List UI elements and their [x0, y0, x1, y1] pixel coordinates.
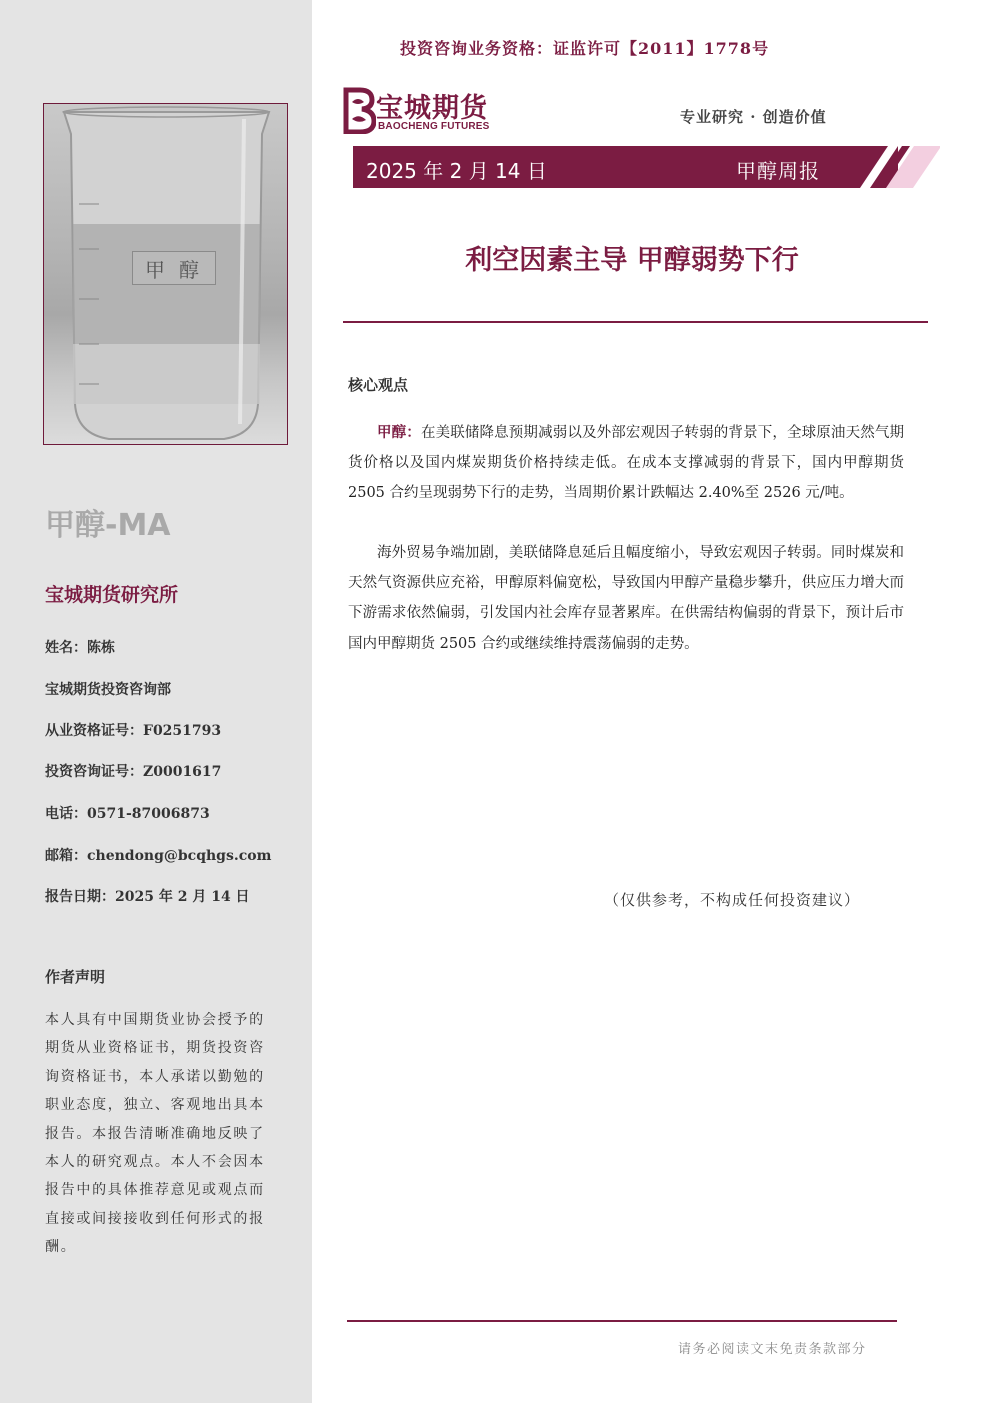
slogan: 专业研究 · 创造价值: [680, 108, 827, 126]
company-logo: [340, 86, 510, 136]
footer-note: 请务必阅读文末免责条款部分: [678, 1342, 867, 1357]
report-date: 报告日期：2025 年 2 月 14 日: [45, 889, 250, 905]
report-type: 甲醇周报: [736, 159, 820, 183]
paragraph-1-body: 在美联储降息预期减弱以及外部宏观因子转弱的背景下，全球原油天然气期货价格以及国内煤炭期货价格持续走低。在成本支撑减弱的背景下，国内甲醇期货 2505 合约呈现弱势下行的走势，当周期价累计跌幅达 2.40%至 2526 元/吨。: [348, 425, 905, 502]
logo-text-en: BAOCHENG FUTURES: [378, 121, 490, 132]
cover-photo: [43, 103, 288, 445]
declaration-title: 作者声明: [45, 968, 106, 986]
practice-license: 从业资格证号：F0251793: [45, 723, 222, 739]
license-statement: 投资咨询业务资格：证监许可【2011】1778号: [400, 39, 770, 58]
author-email: 邮箱：chendong@bcqhgs.com: [45, 848, 272, 864]
logo-mark-icon: [340, 86, 376, 134]
institute-name: 宝城期货研究所: [45, 584, 179, 606]
product-code: 甲醇-MA: [45, 508, 171, 543]
core-view-paragraph-1: [348, 418, 904, 509]
logo-text-cn: 宝城期货: [376, 93, 488, 124]
footer-divider: [347, 1320, 897, 1322]
banner-stripes: [860, 146, 940, 188]
core-view-paragraph-2: 海外贸易争端加剧，美联储降息延后且幅度缩小，导致宏观因子转弱。同时煤炭和天然气资源供应充裕，甲醇原料偏宽松，导致国内甲醇产量稳步攀升，供应压力增大而下游需求依然偏弱，引发国内社会库存显著累库。在供需结构偏弱的背景下，预计后市国内甲醇期货 2505 合约或继续维持震荡偏弱的走势。: [348, 545, 904, 652]
core-view-title: 核心观点: [348, 376, 409, 394]
divider: [343, 321, 928, 323]
banner-date: 2025 年 2 月 14 日: [366, 159, 547, 183]
report-headline: 利空因素主导 甲醇弱势下行: [465, 245, 799, 276]
investment-disclaimer: （仅供参考，不构成任何投资建议）: [604, 891, 861, 909]
author-name: 姓名：陈栋: [45, 640, 115, 656]
advisory-license: 投资咨询证号：Z0001617: [45, 764, 222, 780]
declaration-body: 本人具有中国期货业协会授予的期货从业资格证书，期货投资咨询资格证书，本人承诺以勤勉的职业态度，独立、客观地出具本报告。本报告清晰准确地反映了本人的研究观点。本人不会因本报告中的具体推荐意见或观点而直接或间接接收到任何形式的报酬。: [45, 1012, 265, 1256]
author-department: 宝城期货投资咨询部: [45, 682, 171, 698]
paragraph-lead: 甲醇：: [377, 424, 421, 441]
photo-label: 甲醇: [132, 251, 216, 285]
author-phone: 电话：0571-87006873: [45, 806, 210, 822]
